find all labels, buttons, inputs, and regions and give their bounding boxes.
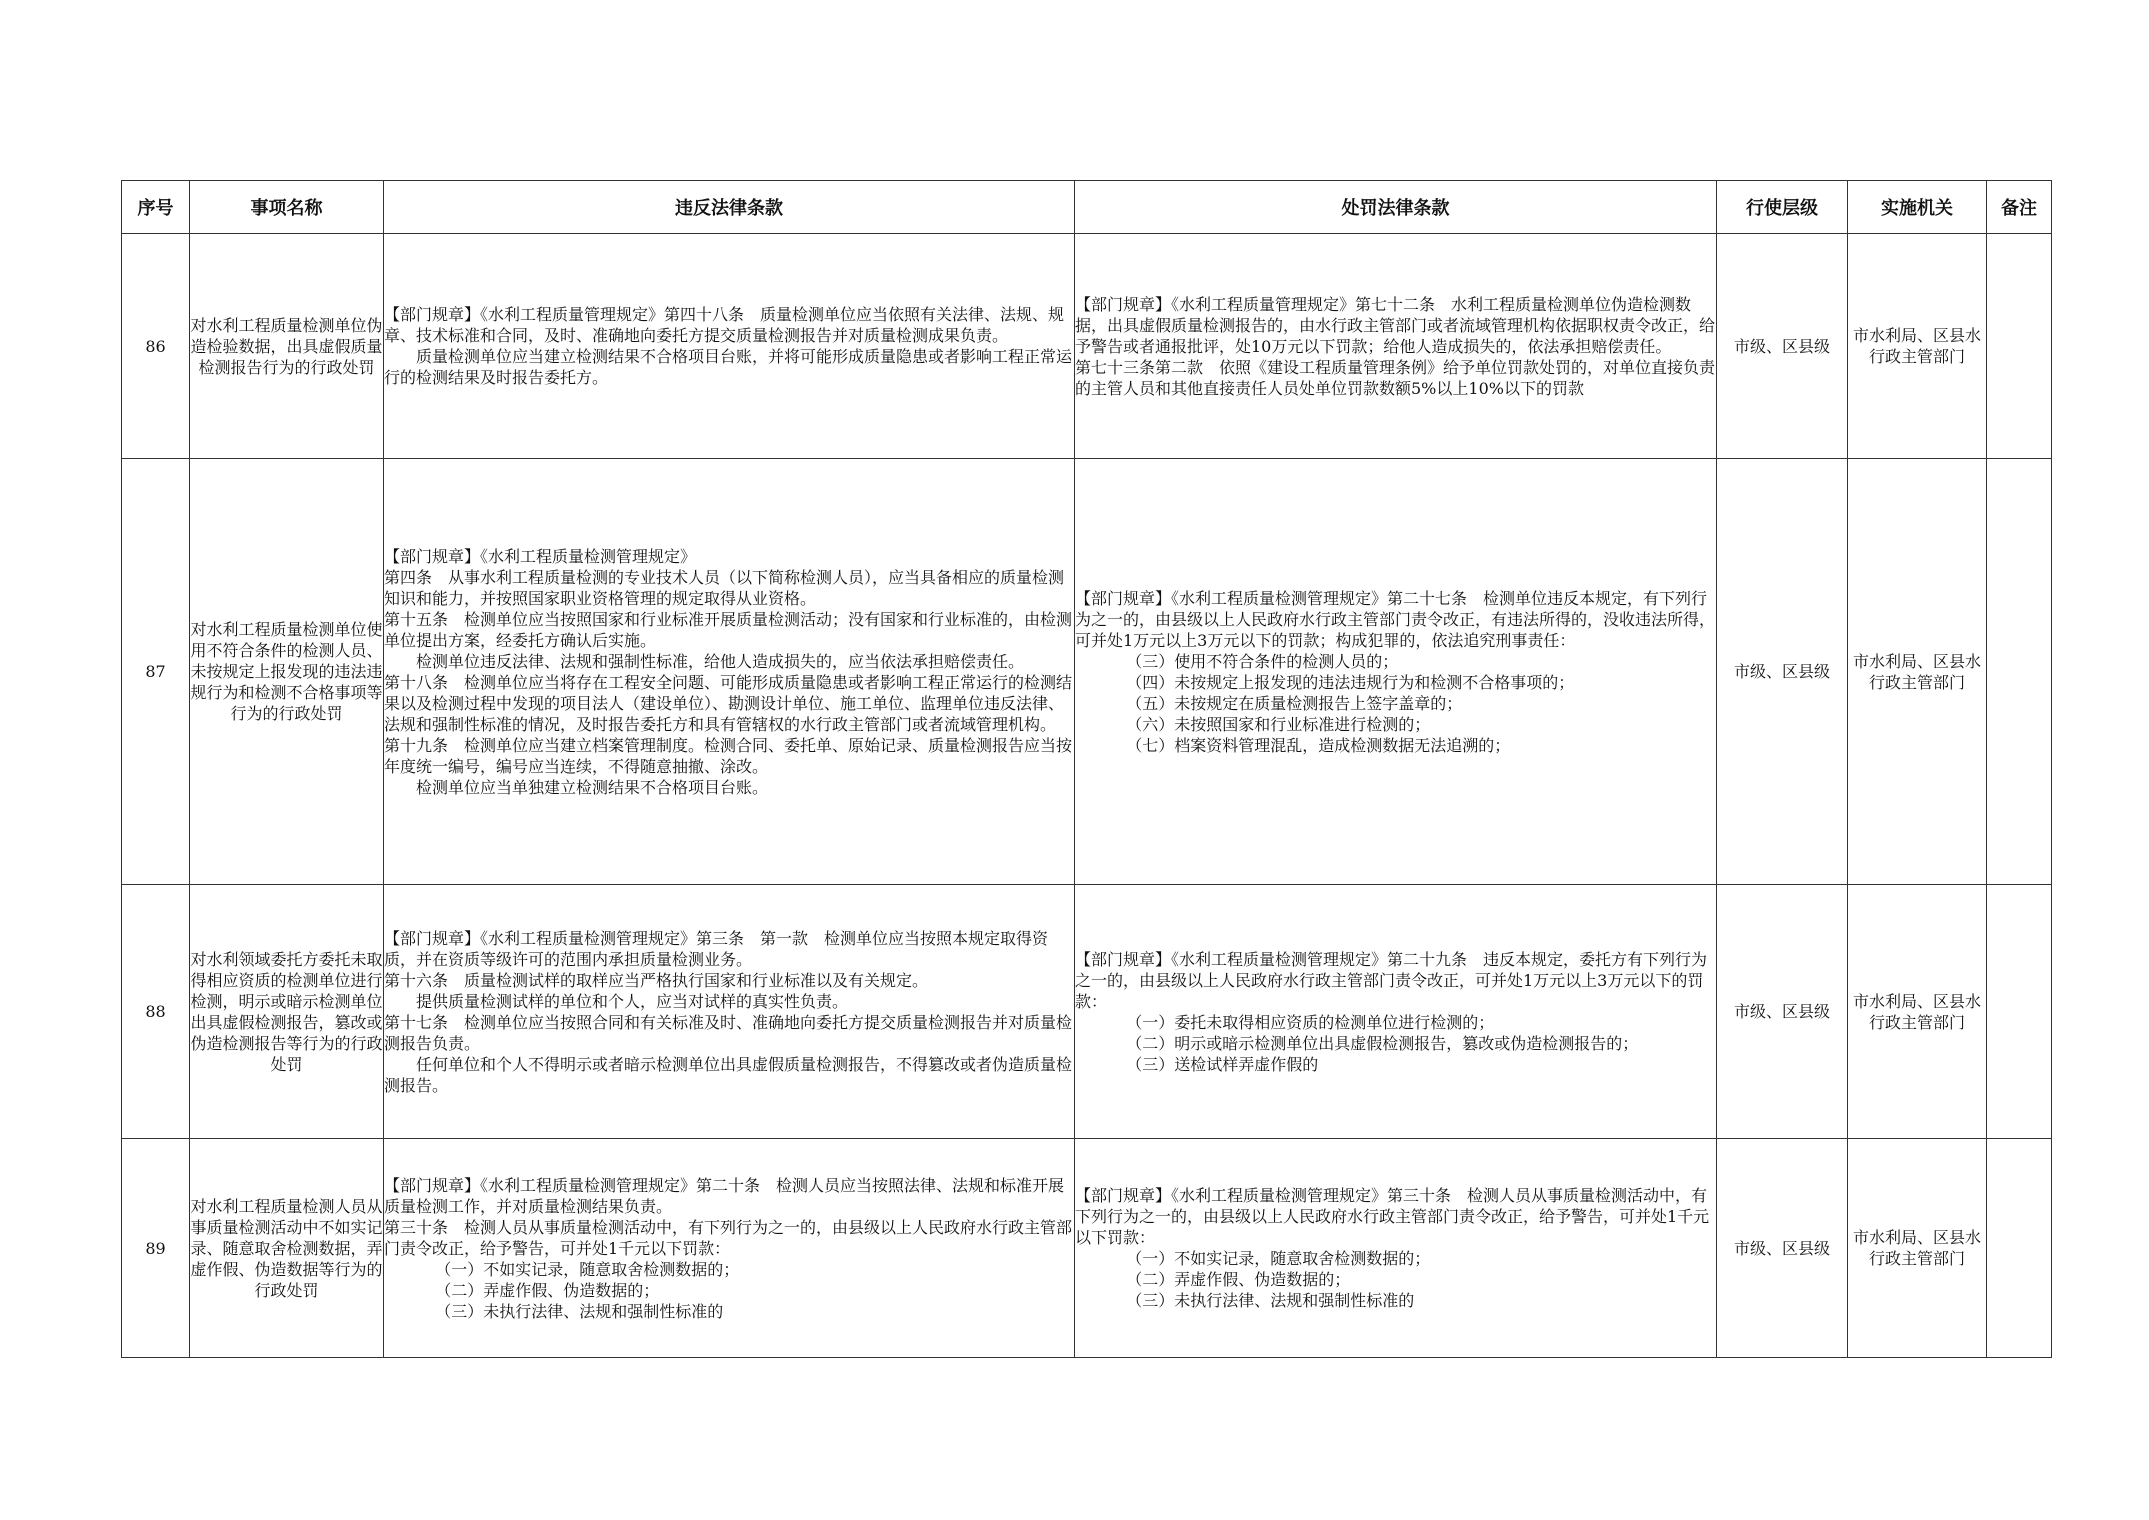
provision-paragraph: 【部门规章】《水利工程质量检测管理规定》第二十七条 检测单位违反本规定，有下列行为之一的，由县级以上人民政府水行政主管部门责令改正，有违法所得的，没收违法所得，可并处1万元以上3万元以下的罚款；构成犯罪的，依法追究刑事责任： — [1075, 588, 1716, 650]
row-implementing-authority: 市水利局、区县水行政主管部门 — [1848, 885, 1987, 1139]
provision-item: （三）未执行法律、法规和强制性标准的 — [435, 1301, 724, 1321]
provision-paragraph: 【部门规章】《水利工程质量检测管理规定》第三条 第一款 检测单位应当按照本规定取得资质，并在资质等级许可的范围内承担质量检测业务。 — [384, 928, 1049, 969]
header-serial-number: 序号 — [122, 181, 190, 234]
row-item-name: 对水利工程质量检测单位使用不符合条件的检测人员、未按规定上报发现的违法违规行为和检测不合格事项等行为的行政处罚 — [190, 459, 384, 885]
table-row — [122, 459, 2052, 885]
row-exercise-level: 市级、区县级 — [1717, 459, 1848, 885]
provision-paragraph: 【部门规章】《水利工程质量检测管理规定》第三十条 检测人员从事质量检测活动中，有下列行为之一的，由县级以上人民政府水行政主管部门责令改正，给予警告，可并处1千元以下罚款： — [1075, 1186, 1710, 1247]
row-remarks — [1987, 1139, 2052, 1358]
provision-paragraph: 检测单位应当单独建立检测结果不合格项目台账。 — [416, 777, 769, 797]
provision-paragraph: 第七十三条第二款 依照《建设工程质量管理条例》给予单位罚款处罚的，对单位直接负责的主管人员和其他直接责任人员处单位罚款数额5%以上10%以下的罚款 — [1075, 357, 1716, 398]
provision-paragraph: 【部门规章】《水利工程质量管理规定》第四十八条 质量检测单位应当依照有关法律、法规、规章、技术标准和合同，及时、准确地向委托方提交质量检测报告并对质量检测成果负责。 — [384, 305, 1065, 345]
provision-item: （四）未按规定上报发现的违法违规行为和检测不合格事项的； — [1126, 672, 1575, 692]
provision-item: （一）不如实记录，随意取舍检测数据的； — [1126, 1249, 1431, 1268]
table-row — [122, 234, 2052, 459]
provision-item: （二）弄虚作假、伪造数据的； — [1126, 1270, 1351, 1289]
header-exercise-level: 行使层级 — [1717, 181, 1848, 234]
provision-item: （七）档案资料管理混乱，造成检测数据无法追溯的； — [1126, 735, 1511, 755]
row-violated-provisions — [384, 1139, 1075, 1358]
header-violated-provisions: 违反法律条款 — [384, 181, 1075, 234]
table-row — [122, 885, 2052, 1139]
provision-item: （三）使用不符合条件的检测人员的； — [1126, 651, 1399, 671]
provision-item: （五）未按规定在质量检测报告上签字盖章的； — [1126, 693, 1463, 713]
provision-paragraph: 第十七条 检测单位应当按照合同和有关标准及时、准确地向委托方提交质量检测报告并对质量检测报告负责。 — [384, 1012, 1073, 1053]
row-exercise-level: 市级、区县级 — [1717, 1139, 1848, 1358]
provision-paragraph: 第十五条 检测单位应当按照国家和行业标准开展质量检测活动；没有国家和行业标准的，由检测单位提出方案，经委托方确认后实施。 — [384, 609, 1073, 650]
provision-paragraph: 【部门规章】《水利工程质量检测管理规定》 — [384, 546, 697, 566]
row-serial-number: 89 — [122, 1139, 190, 1358]
row-penalty-provisions — [1075, 1139, 1717, 1358]
row-remarks — [1987, 459, 2052, 885]
table-row — [122, 1139, 2052, 1358]
row-serial-number: 88 — [122, 885, 190, 1139]
provision-item: （六）未按照国家和行业标准进行检测的； — [1126, 714, 1431, 734]
row-implementing-authority: 市水利局、区县水行政主管部门 — [1848, 1139, 1987, 1358]
provision-paragraph: 质量检测单位应当建立检测结果不合格项目台账，并将可能形成质量隐患或者影响工程正常运行的检测结果及时报告委托方。 — [384, 347, 1073, 387]
header-implementing-authority: 实施机关 — [1848, 181, 1987, 234]
row-item-name: 对水利工程质量检测人员从事质量检测活动中不如实记录、随意取舍检测数据，弄虚作假、伪造数据等行为的行政处罚 — [190, 1139, 384, 1358]
provision-item: （二）明示或暗示检测单位出具虚假检测报告，篡改或伪造检测报告的； — [1126, 1033, 1639, 1053]
provision-paragraph: 提供质量检测试样的单位和个人，应当对试样的真实性负责。 — [416, 991, 849, 1011]
provision-paragraph: 检测单位违反法律、法规和强制性标准，给他人造成损失的，应当依法承担赔偿责任。 — [416, 651, 1025, 671]
row-penalty-provisions — [1075, 885, 1717, 1139]
provision-paragraph: 【部门规章】《水利工程质量检测管理规定》第二十条 检测人员应当按照法律、法规和标准开展质量检测工作，并对质量检测结果负责。 — [384, 1175, 1065, 1216]
row-serial-number: 86 — [122, 234, 190, 459]
row-remarks — [1987, 234, 2052, 459]
header-remarks: 备注 — [1987, 181, 2052, 234]
header-row — [122, 181, 2052, 234]
row-penalty-provisions — [1075, 459, 1717, 885]
provision-paragraph: 任何单位和个人不得明示或者暗示检测单位出具虚假质量检测报告，不得篡改或者伪造质量检测报告。 — [384, 1054, 1073, 1095]
provision-item: （三）送检试样弄虚作假的 — [1126, 1054, 1319, 1074]
provision-paragraph: 第十六条 质量检测试样的取样应当严格执行国家和行业标准以及有关规定。 — [384, 970, 929, 990]
provision-paragraph: 第四条 从事水利工程质量检测的专业技术人员（以下简称检测人员），应当具备相应的质量检测知识和能力，并按照国家职业资格管理的规定取得从业资格。 — [384, 567, 1065, 608]
row-item-name: 对水利工程质量检测单位伪造检验数据，出具虚假质量检测报告行为的行政处罚 — [190, 234, 384, 459]
row-violated-provisions — [384, 459, 1075, 885]
provision-paragraph: 第十九条 检测单位应当建立档案管理制度。检测合同、委托单、原始记录、质量检测报告应当按年度统一编号，编号应当连续，不得随意抽撤、涂改。 — [384, 735, 1073, 776]
row-violated-provisions — [384, 234, 1075, 459]
row-penalty-provisions — [1075, 234, 1717, 459]
row-violated-provisions — [384, 885, 1075, 1139]
row-item-name: 对水利领域委托方委托未取得相应资质的检测单位进行检测，明示或暗示检测单位出具虚假检测报告，篡改或伪造检测报告等行为的行政处罚 — [190, 885, 384, 1139]
provision-item: （三）未执行法律、法规和强制性标准的 — [1126, 1291, 1415, 1310]
provision-paragraph: 【部门规章】《水利工程质量检测管理规定》第二十九条 违反本规定，委托方有下列行为之一的，由县级以上人民政府水行政主管部门责令改正，可并处1万元以上3万元以下的罚款： — [1075, 949, 1708, 1011]
row-exercise-level: 市级、区县级 — [1717, 234, 1848, 459]
provision-paragraph: 第三十条 检测人员从事质量检测活动中，有下列行为之一的，由县级以上人民政府水行政主管部门责令改正，给予警告，可并处1千元以下罚款： — [384, 1217, 1073, 1258]
provision-item: （二）弄虚作假、伪造数据的； — [435, 1280, 660, 1300]
row-exercise-level: 市级、区县级 — [1717, 885, 1848, 1139]
penalty-items-table — [121, 180, 2052, 1358]
header-item-name: 事项名称 — [190, 181, 384, 234]
header-penalty-provisions: 处罚法律条款 — [1075, 181, 1717, 234]
row-remarks — [1987, 885, 2052, 1139]
row-serial-number: 87 — [122, 459, 190, 885]
provision-item: （一）不如实记录，随意取舍检测数据的； — [435, 1259, 740, 1279]
row-implementing-authority: 市水利局、区县水行政主管部门 — [1848, 459, 1987, 885]
row-implementing-authority: 市水利局、区县水行政主管部门 — [1848, 234, 1987, 459]
provision-paragraph: 第十八条 检测单位应当将存在工程安全问题、可能形成质量隐患或者影响工程正常运行的检测结果以及检测过程中发现的项目法人（建设单位）、勘测设计单位、施工单位、监理单位违反法律、法规和强制性标准的情况，及时报告委托方和具有管辖权的水行政主管部门或者流域管理机构。 — [384, 672, 1073, 734]
provision-paragraph: 【部门规章】《水利工程质量管理规定》第七十二条 水利工程质量检测单位伪造检测数据，出具虚假质量检测报告的，由水行政主管部门或者流域管理机构依据职权责令改正，给予警告或者通报批评，处10万元以下罚款；给他人造成损失的，依法承担赔偿责任。 — [1075, 294, 1716, 356]
provision-item: （一）委托未取得相应资质的检测单位进行检测的； — [1126, 1012, 1495, 1032]
